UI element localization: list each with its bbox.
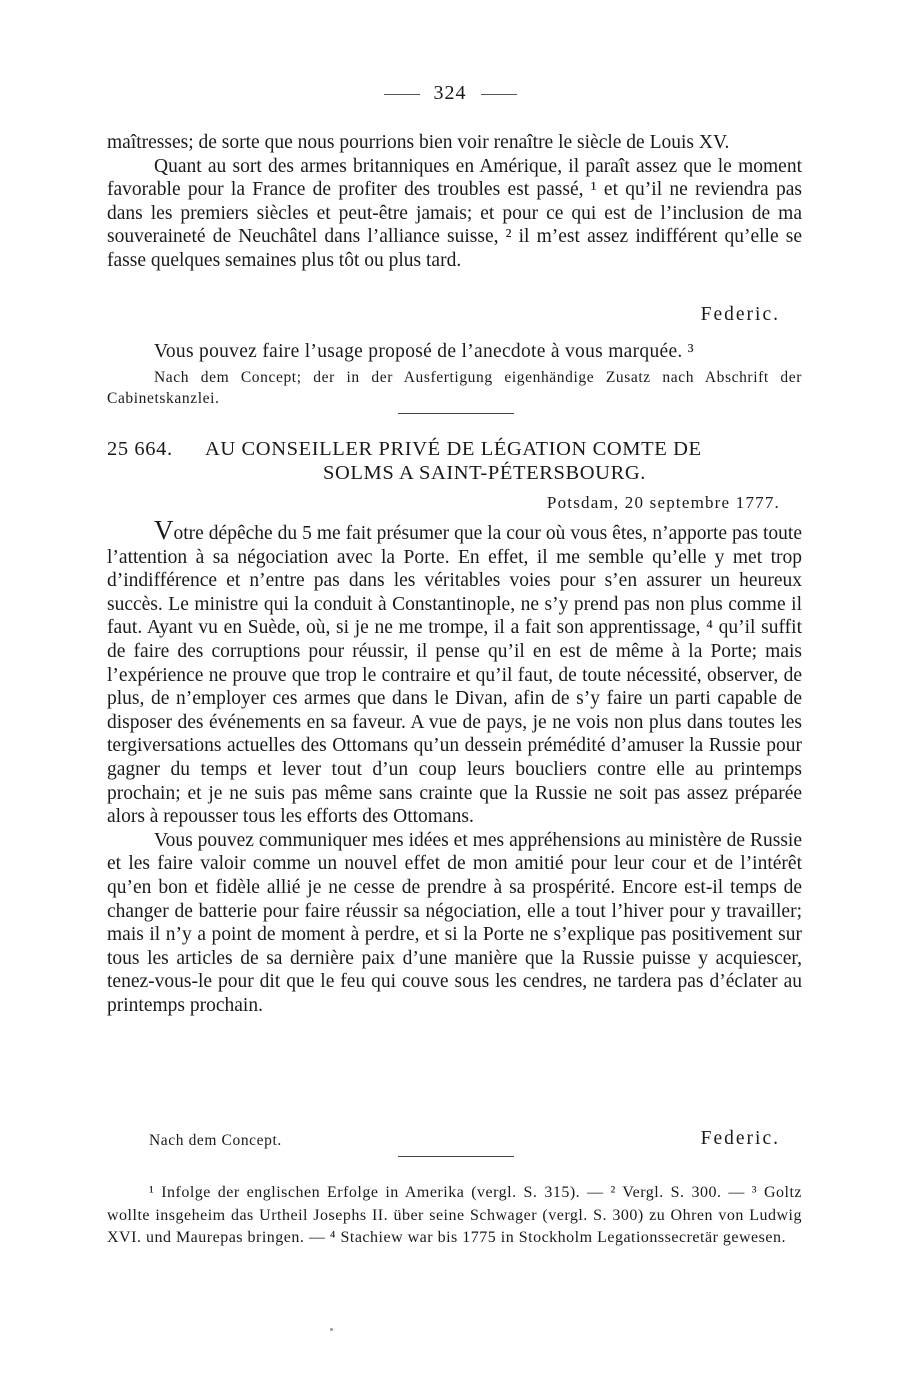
- footnotes: ¹ Infolge der englischen Erfolge in Amerika (vergl. S. 315). — ² Vergl. S. 300. — ³ Goltz wollte insgeheim das Urtheil Josephs II. über seine Schwager (vergl. S. 300) zu Ohren von Ludwig XVI. und Maurepas bringen. — ⁴ Stachiew war bis 1775 in Stockholm Legationssecretär gewesen.: [107, 1184, 802, 1246]
- page-number-dash-right: [481, 94, 517, 95]
- previous-letter-continuation: [107, 131, 802, 273]
- letter-number: 25 664.: [107, 438, 173, 460]
- source-note: Nach dem Concept; der in der Ausfertigung eigenhändige Zusatz nach Abschrift der Cabinetskanzlei.: [107, 369, 802, 407]
- letter-heading-line2: SOLMS A SAINT-PÉTERSBOURG.: [323, 462, 646, 484]
- footnote-divider: [398, 1156, 514, 1157]
- letter-body: [107, 515, 802, 1017]
- letter-paragraph-2: Vous pouvez communiquer mes idées et mes appréhensions au ministère de Russie et les faire valoir comme un nouvel effet de mon amitié pour leur cour et de l’intérêt qu’en bon et fidèle allié je ne cesse de prendre à sa prospérité. Encore est-il temps de changer de batterie pour faire réussir sa négociation, elle a tout l’hiver pour y travailler; mais il n’y a point de moment à perdre, et si la Porte ne s’explique pas positivement sur tous les articles de sa dernière paix d’une manière que la Russie puisse y acquiescer, tenez-vous-le pour dit que le feu qui couve sous les cendres, ne tardera pas d’éclater au printemps prochain.: [107, 829, 802, 1016]
- section-divider: [398, 413, 514, 414]
- source-note-block-1: [107, 367, 802, 409]
- dateline-block: [107, 493, 802, 513]
- source-note-2: Nach dem Concept.: [149, 1132, 282, 1149]
- page-number-dash-left: [384, 94, 420, 95]
- signature-row-1: [107, 303, 802, 327]
- drop-cap: V: [154, 515, 174, 545]
- letter-paragraph-1: Votre dépêche du 5 me fait présumer que la cour où vous êtes, n’apporte pas toute l’attention à sa négociation avec la Porte. En effet, il me semble qu’elle y met trop d’indifférence et n’entre pas dans les véritables voies pour s’en assurer un heureux succès. Le ministre qui la conduit à Constantinople, ne s’y prend pas non plus comme il faut. Ayant vu en Suède, où, si je ne me trompe, il a fait son apprentissage, ⁴ qu’il suffit de faire des corruptions pour réussir, il pense qu’il en est de même à la Porte; mais l’expérience ne prouve que trop le contraire et qu’il faut, de toute nécessité, observer, de plus, de n’employer ces armes que dans le Divan, afin de s’y faire un parti capable de disposer des événements en sa faveur. A vue de pays, je ne vois non plus dans toutes les tergiversations actuelles des Ottomans qu’un dessein prémédité d’amuser la Russie pour gagner du temps et lever tout d’un coup leurs boucliers contre elle au printemps prochain; et je ne suis pas même sans crainte que la Russie ne soit pas assez préparée alors à repousser tous les efforts des Ottomans.: [107, 515, 802, 828]
- dateline: Potsdam, 20 septembre 1777.: [546, 493, 780, 512]
- page-number: 324: [433, 82, 467, 104]
- postscript-block: [107, 340, 802, 364]
- letter-heading: [107, 437, 802, 485]
- postscript: Vous pouvez faire l’usage proposé de l’anecdote à vous marquée. ³: [154, 341, 694, 362]
- print-speck: [330, 1328, 333, 1331]
- signature-2: Federic.: [700, 1128, 780, 1149]
- continuation-paragraph: maîtresses; de sorte que nous pourrions bien voir renaître le siècle de Louis XV.: [107, 132, 730, 153]
- footnotes-block: [107, 1182, 802, 1250]
- armies-paragraph: Quant au sort des armes britanniques en Amérique, il paraît assez que le moment favorable pour la France de profiter des troubles est passé, ¹ et qu’il ne reviendra pas dans les premiers siècles et peut-être jamais; et pour ce qui est de l’inclusion de ma souveraineté de Neuchâtel dans l’alliance suisse, ² il m’est assez indifférent qu’elle se fasse quelques semaines plus tôt ou plus tard.: [107, 155, 802, 271]
- page-number-line: [0, 82, 900, 105]
- signature: Federic.: [700, 304, 780, 325]
- letter-heading-line1: AU CONSEILLER PRIVÉ DE LÉGATION COMTE DE: [205, 438, 702, 460]
- closing-row: [107, 1128, 802, 1152]
